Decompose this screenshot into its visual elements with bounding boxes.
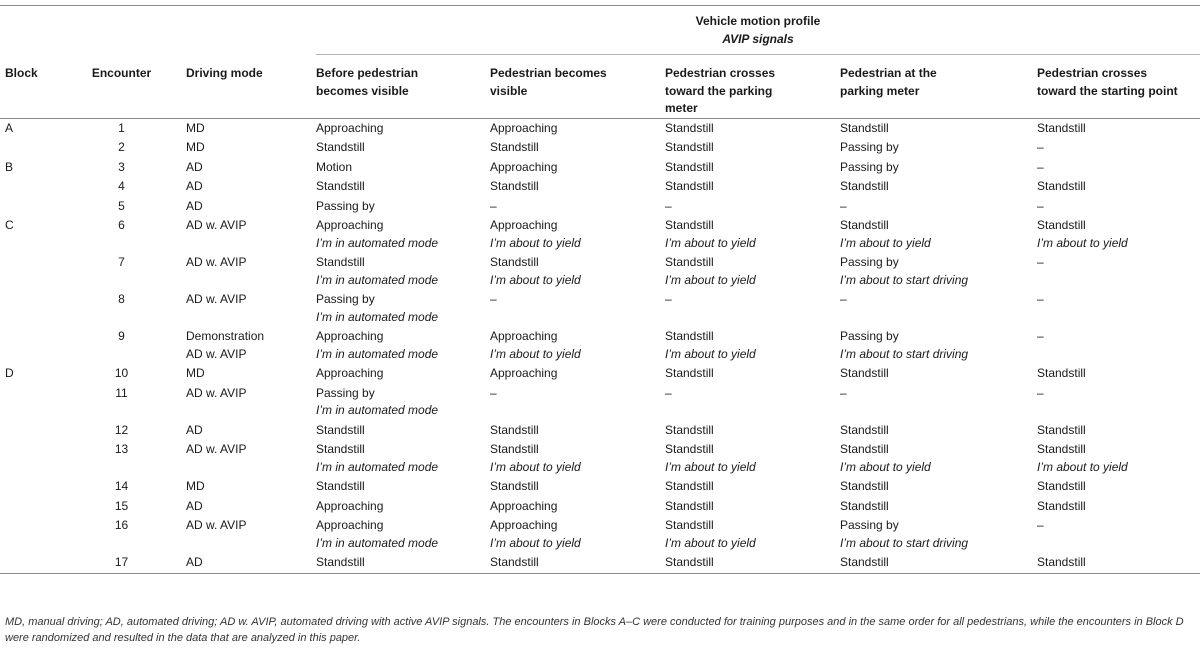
col-becomes-visible-header: Pedestrian becomes visible <box>490 55 665 119</box>
cell-at-meter <box>840 253 1037 290</box>
cell-crosses-to-meter <box>665 384 840 421</box>
col-block-header: Block <box>0 55 78 119</box>
cell-text: AD w. AVIP <box>186 442 247 456</box>
cell-text: – <box>1037 140 1044 154</box>
cell-block <box>0 477 78 497</box>
cell-text: – <box>840 292 847 306</box>
cell-text: Passing by <box>840 255 899 269</box>
cell-driving-mode <box>185 253 316 290</box>
table-row <box>0 553 1200 573</box>
cell-text: – <box>1037 292 1044 306</box>
avip-signal-text: I’m in automated mode <box>316 346 439 361</box>
cell-block: A <box>5 120 14 135</box>
cell-crosses-to-start <box>1037 253 1200 290</box>
col-crosses-to-meter-header: Pedestrian crosses toward the parking meter <box>665 55 840 119</box>
cell-before-visible <box>316 118 490 138</box>
cell-at-meter <box>840 290 1037 327</box>
cell-at-meter <box>840 138 1037 158</box>
cell-text: Standstill <box>490 442 539 456</box>
cell-text: AD w. AVIP <box>186 255 247 269</box>
cell-crosses-to-start <box>1037 497 1200 517</box>
table-row <box>0 197 1200 217</box>
cell-becomes-visible <box>490 118 665 138</box>
cell-before-visible <box>316 327 490 364</box>
cell-crosses-to-meter <box>665 516 840 553</box>
table-row <box>0 497 1200 517</box>
cell-crosses-to-start <box>1037 197 1200 217</box>
table-footnote: MD, manual driving; AD, automated driving; AD w. AVIP, automated driving with active AVIP signals. The encounters in Blocks A–C were conducted for training purposes and in the same order for all pedestrians, while the encounters in Block D were randomized and resulted in the data that are analyzed in this paper. <box>5 616 1184 644</box>
cell-encounter: 6 <box>118 218 125 232</box>
cell-text: Standstill <box>490 140 539 154</box>
cell-crosses-to-start <box>1037 364 1200 384</box>
cell-crosses-to-meter <box>665 158 840 178</box>
cell-text: Demonstration <box>186 329 265 343</box>
cell-text: AD <box>186 179 203 193</box>
cell-text: Standstill <box>840 218 889 232</box>
cell-crosses-to-start <box>1037 553 1200 573</box>
cell-at-meter <box>840 421 1037 441</box>
cell-block <box>0 327 78 364</box>
cell-becomes-visible <box>490 138 665 158</box>
table-row <box>0 327 1200 364</box>
cell-text: Standstill <box>840 422 889 437</box>
cell-text: – <box>1037 385 1044 400</box>
avip-signal-text: I’m about to yield <box>490 346 581 361</box>
cell-text: Standstill <box>665 555 714 569</box>
cell-at-meter <box>840 553 1037 573</box>
cell-driving-mode <box>185 118 316 138</box>
group-header <box>316 6 1200 55</box>
cell-encounter: 5 <box>118 198 125 213</box>
cell-text: AD <box>186 498 203 513</box>
cell-crosses-to-start <box>1037 158 1200 178</box>
cell-before-visible <box>316 477 490 497</box>
cell-crosses-to-start <box>1037 421 1200 441</box>
table-row <box>0 440 1200 477</box>
col-encounter-header: Encounter <box>78 55 185 119</box>
cell-becomes-visible <box>490 177 665 197</box>
cell-driving-mode <box>185 177 316 197</box>
cell-crosses-to-meter <box>665 327 840 364</box>
cell-text: Standstill <box>490 179 539 193</box>
cell-text: Approaching <box>490 498 558 513</box>
cell-text: AD w. AVIP <box>186 385 247 400</box>
cell-text: Standstill <box>665 422 714 437</box>
cell-text: Standstill <box>1037 218 1086 232</box>
cell-text: MD <box>186 366 205 380</box>
cell-text: – <box>490 292 497 306</box>
cell-encounter: 12 <box>114 422 129 437</box>
cell-text: Standstill <box>665 442 714 456</box>
cell-text: Approaching <box>490 218 558 232</box>
cell-text: AD w. AVIP <box>186 292 247 306</box>
table-row <box>0 384 1200 421</box>
table-row <box>0 216 1200 253</box>
cell-block <box>0 177 78 197</box>
cell-text: Standstill <box>840 179 889 193</box>
cell-text: Standstill <box>316 255 365 269</box>
cell-text: – <box>1037 159 1044 174</box>
avip-signal-text: I’m about to yield <box>490 272 581 287</box>
cell-text: Approaching <box>316 498 384 513</box>
cell-text: – <box>1037 518 1044 532</box>
cell-crosses-to-meter <box>665 197 840 217</box>
cell-crosses-to-start <box>1037 177 1200 197</box>
cell-text: Standstill <box>490 555 539 569</box>
col-crosses-to-start-header: Pedestrian crosses toward the starting point <box>1037 55 1200 119</box>
cell-text: Standstill <box>665 518 714 532</box>
cell-text: Approaching <box>490 120 558 135</box>
cell-block: C <box>5 218 14 232</box>
cell-encounter: 4 <box>118 179 125 193</box>
cell-driving-mode <box>185 290 316 327</box>
table-body <box>0 118 1200 573</box>
cell-crosses-to-start <box>1037 118 1200 138</box>
cell-text: AD <box>186 159 203 174</box>
cell-becomes-visible <box>490 440 665 477</box>
avip-signal-text: I’m in automated mode <box>316 272 439 287</box>
cell-text: AD w. AVIP <box>186 518 247 532</box>
cell-crosses-to-meter <box>665 421 840 441</box>
cell-block <box>0 421 78 441</box>
cell-text: Standstill <box>316 422 365 437</box>
cell-crosses-to-meter <box>665 118 840 138</box>
cell-driving-mode <box>185 421 316 441</box>
cell-before-visible <box>316 364 490 384</box>
cell-encounter: 8 <box>118 292 125 306</box>
cell-crosses-to-start <box>1037 290 1200 327</box>
cell-before-visible <box>316 216 490 253</box>
cell-crosses-to-meter <box>665 216 840 253</box>
cell-driving-mode <box>185 440 316 477</box>
cell-block <box>0 290 78 327</box>
cell-at-meter <box>840 216 1037 253</box>
avip-signal-text: I’m about to yield <box>490 535 581 550</box>
cell-text: AD <box>186 422 203 437</box>
cell-at-meter <box>840 158 1037 178</box>
cell-becomes-visible <box>490 421 665 441</box>
cell-block <box>0 197 78 217</box>
table-row <box>0 138 1200 158</box>
cell-text: Standstill <box>1037 366 1086 380</box>
cell-text: MD <box>186 140 205 154</box>
cell-crosses-to-start <box>1037 384 1200 421</box>
cell-text: – <box>490 385 497 400</box>
cell-at-meter <box>840 118 1037 138</box>
group-header-subtitle: AVIP signals <box>722 31 794 46</box>
table-row <box>0 253 1200 290</box>
cell-text: – <box>665 292 672 306</box>
cell-text: Standstill <box>490 479 539 493</box>
cell-driving-mode <box>185 553 316 573</box>
avip-signal-text: I’m about to yield <box>665 272 756 287</box>
cell-text: AD <box>186 555 203 569</box>
cell-text: Standstill <box>490 255 539 269</box>
cell-encounter: 17 <box>78 553 185 573</box>
cell-text: – <box>665 385 672 400</box>
cell-becomes-visible <box>490 364 665 384</box>
cell-text: – <box>490 198 497 213</box>
cell-crosses-to-meter <box>665 177 840 197</box>
cell-text: Approaching <box>316 329 384 343</box>
cell-text: Standstill <box>665 255 714 269</box>
cell-text: Standstill <box>665 366 714 380</box>
avip-signal-text: I’m about to yield <box>840 459 931 474</box>
cell-becomes-visible <box>490 516 665 553</box>
cell-at-meter <box>840 384 1037 421</box>
cell-text: AD w. AVIP <box>186 218 247 232</box>
cell-text: Standstill <box>1037 498 1086 513</box>
cell-at-meter <box>840 327 1037 364</box>
table-row <box>0 421 1200 441</box>
cell-crosses-to-meter <box>665 497 840 517</box>
avip-signal-text: I’m about to start driving <box>840 346 969 361</box>
cell-text: Standstill <box>665 218 714 232</box>
cell-text: Standstill <box>840 479 889 493</box>
cell-encounter: 14 <box>114 479 129 493</box>
cell-text: Standstill <box>840 555 889 569</box>
cell-text: Standstill <box>316 179 365 193</box>
cell-before-visible <box>316 177 490 197</box>
avip-signal-text: I’m about to yield <box>490 235 581 250</box>
cell-before-visible <box>316 421 490 441</box>
table-row <box>0 177 1200 197</box>
cell-text: Motion <box>316 159 353 174</box>
cell-before-visible <box>316 197 490 217</box>
cell-encounter: 11 <box>115 385 128 400</box>
cell-at-meter <box>840 177 1037 197</box>
cell-text: – <box>1037 198 1044 213</box>
cell-driving-mode <box>185 497 316 517</box>
cell-before-visible <box>316 440 490 477</box>
cell-text: Passing by <box>316 198 375 213</box>
cell-text: Standstill <box>840 442 889 456</box>
cell-crosses-to-start <box>1037 440 1200 477</box>
cell-text: AD w. AVIP <box>186 346 247 361</box>
cell-at-meter <box>840 516 1037 553</box>
cell-encounter: 1 <box>118 120 125 135</box>
avip-signal-text: I’m about to start driving <box>840 272 969 287</box>
cell-before-visible <box>316 516 490 553</box>
cell-text: Approaching <box>316 518 384 532</box>
cell-text: Standstill <box>840 120 889 135</box>
cell-becomes-visible <box>490 477 665 497</box>
cell-encounter: 15 <box>114 498 129 513</box>
table-row <box>0 158 1200 178</box>
cell-text: Standstill <box>316 555 365 569</box>
cell-before-visible <box>316 158 490 178</box>
cell-driving-mode <box>185 216 316 253</box>
cell-text: – <box>1037 329 1044 343</box>
cell-at-meter <box>840 197 1037 217</box>
cell-driving-mode <box>185 158 316 178</box>
cell-before-visible <box>316 553 490 573</box>
cell-crosses-to-meter <box>665 364 840 384</box>
avip-signal-text: I’m about to start driving <box>840 535 969 550</box>
avip-signal-text: I’m about to yield <box>665 346 756 361</box>
cell-text: – <box>840 385 847 400</box>
cell-encounter: 9 <box>118 329 125 343</box>
cell-before-visible <box>316 384 490 421</box>
col-before-visible-header: Before pedestrian becomes visible <box>316 55 490 119</box>
avip-signal-text: I’m about to yield <box>665 235 756 250</box>
cell-text: Standstill <box>316 442 365 456</box>
cell-block <box>0 440 78 477</box>
avip-signal-text: I’m about to yield <box>665 459 756 474</box>
cell-block <box>0 553 78 573</box>
cell-encounter: 7 <box>118 255 125 269</box>
cell-text: Passing by <box>840 159 899 174</box>
cell-crosses-to-meter <box>665 253 840 290</box>
cell-text: – <box>840 198 847 213</box>
cell-text: – <box>665 198 672 213</box>
cell-text: Approaching <box>490 329 558 343</box>
cell-encounter: 13 <box>114 442 129 456</box>
col-driving-mode-header: Driving mode <box>185 55 316 119</box>
avip-signal-text: I’m about to yield <box>490 459 581 474</box>
cell-driving-mode <box>185 477 316 497</box>
cell-text: Approaching <box>316 218 384 232</box>
cell-text: MD <box>186 479 205 493</box>
cell-text: Approaching <box>490 159 558 174</box>
cell-crosses-to-start <box>1037 516 1200 553</box>
cell-encounter: 2 <box>118 140 125 154</box>
cell-becomes-visible <box>490 384 665 421</box>
cell-crosses-to-start <box>1037 327 1200 364</box>
cell-text: Standstill <box>665 479 714 493</box>
cell-before-visible <box>316 497 490 517</box>
cell-before-visible <box>316 253 490 290</box>
cell-text: Standstill <box>665 140 714 154</box>
table-row <box>0 364 1200 384</box>
cell-text: Standstill <box>1037 555 1086 569</box>
cell-block <box>0 138 78 158</box>
table-row <box>0 516 1200 553</box>
cell-crosses-to-start <box>1037 138 1200 158</box>
cell-encounter: 16 <box>114 518 129 532</box>
cell-driving-mode <box>185 364 316 384</box>
cell-becomes-visible <box>490 197 665 217</box>
avip-signal-text: I’m about to yield <box>1037 235 1128 250</box>
group-header-title: Vehicle motion profile <box>695 14 821 28</box>
cell-text: Standstill <box>665 120 714 135</box>
avip-signal-text: I’m about to yield <box>665 535 756 550</box>
cell-text: Passing by <box>840 518 899 532</box>
cell-block <box>0 253 78 290</box>
cell-crosses-to-start <box>1037 216 1200 253</box>
cell-crosses-to-meter <box>665 290 840 327</box>
cell-text: Standstill <box>665 179 714 193</box>
cell-text: Approaching <box>316 366 384 380</box>
cell-text: Approaching <box>490 366 558 380</box>
col-at-meter-header: Pedestrian at the parking meter <box>840 55 1037 119</box>
cell-text: Approaching <box>316 120 384 135</box>
table-row <box>0 290 1200 327</box>
cell-driving-mode <box>185 516 316 553</box>
cell-becomes-visible <box>490 253 665 290</box>
cell-driving-mode <box>185 138 316 158</box>
encounters-table <box>0 5 1200 574</box>
cell-block: B <box>5 159 14 174</box>
cell-text: Standstill <box>1037 422 1086 437</box>
cell-text: Standstill <box>840 498 889 513</box>
cell-text: Standstill <box>840 366 889 380</box>
cell-text: Approaching <box>490 518 558 532</box>
cell-text: Standstill <box>665 498 714 513</box>
avip-signal-text: I’m in automated mode <box>316 459 439 474</box>
avip-signal-text: I’m in automated mode <box>316 235 439 250</box>
avip-signal-text: I’m in automated mode <box>316 535 439 550</box>
cell-becomes-visible <box>490 216 665 253</box>
cell-crosses-to-meter <box>665 138 840 158</box>
cell-becomes-visible <box>490 497 665 517</box>
cell-text: Passing by <box>316 292 375 306</box>
cell-at-meter <box>840 440 1037 477</box>
cell-text: Passing by <box>840 140 899 154</box>
cell-block <box>0 384 78 421</box>
table-row <box>0 118 1200 138</box>
cell-encounter: 10 <box>114 366 129 380</box>
cell-crosses-to-meter <box>665 477 840 497</box>
avip-signal-text: I’m about to yield <box>840 235 931 250</box>
cell-driving-mode <box>185 327 316 364</box>
cell-driving-mode <box>185 384 316 421</box>
cell-becomes-visible <box>490 158 665 178</box>
cell-before-visible <box>316 290 490 327</box>
cell-text: AD <box>186 198 203 213</box>
cell-crosses-to-meter <box>665 440 840 477</box>
cell-driving-mode <box>185 197 316 217</box>
cell-text: Standstill <box>665 159 714 174</box>
cell-block: D <box>5 366 14 380</box>
cell-text: Standstill <box>1037 479 1086 493</box>
avip-signal-text: I’m in automated mode <box>316 309 439 324</box>
cell-text: Standstill <box>316 140 365 154</box>
cell-text: Standstill <box>490 422 539 437</box>
cell-text: MD <box>186 120 205 135</box>
cell-text: Standstill <box>1037 179 1086 193</box>
cell-becomes-visible <box>490 553 665 573</box>
cell-text: Passing by <box>840 329 899 343</box>
table-header <box>0 6 1200 119</box>
cell-becomes-visible <box>490 327 665 364</box>
cell-crosses-to-meter <box>665 553 840 573</box>
cell-text: Standstill <box>1037 442 1086 456</box>
cell-text: – <box>1037 255 1044 269</box>
avip-signal-text: I’m about to yield <box>1037 459 1128 474</box>
cell-at-meter <box>840 497 1037 517</box>
cell-text: Standstill <box>316 479 365 493</box>
avip-signal-text: I’m in automated mode <box>316 403 439 417</box>
cell-becomes-visible <box>490 290 665 327</box>
cell-block <box>0 516 78 553</box>
cell-text: Standstill <box>665 329 714 343</box>
cell-at-meter <box>840 477 1037 497</box>
cell-encounter: 3 <box>118 159 125 174</box>
cell-at-meter <box>840 364 1037 384</box>
cell-crosses-to-start <box>1037 477 1200 497</box>
cell-text: Standstill <box>1037 120 1086 135</box>
cell-text: Passing by <box>316 385 375 400</box>
cell-before-visible <box>316 138 490 158</box>
table-row <box>0 477 1200 497</box>
cell-block <box>0 497 78 517</box>
